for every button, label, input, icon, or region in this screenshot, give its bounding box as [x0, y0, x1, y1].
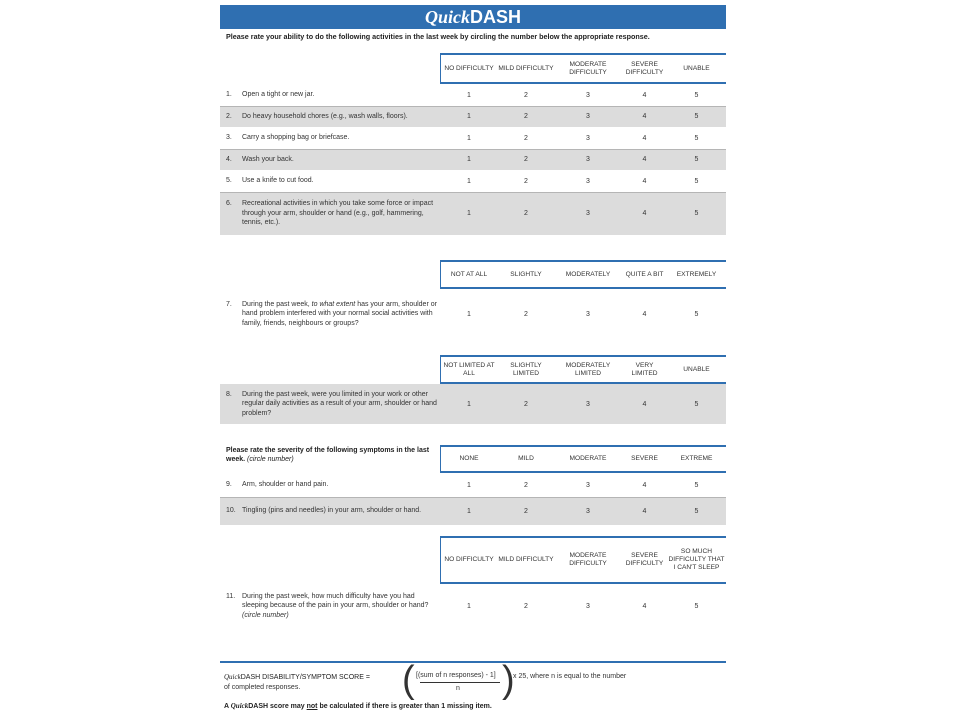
response-2[interactable]: 2 — [524, 134, 528, 142]
missing-item-note — [224, 702, 492, 710]
question-row — [220, 588, 726, 624]
question-row — [220, 384, 726, 424]
response-1[interactable]: 1 — [467, 507, 471, 515]
response-5[interactable]: 5 — [694, 310, 699, 318]
question-number: 9. — [226, 481, 232, 489]
response-3[interactable]: 3 — [586, 507, 590, 515]
response-3[interactable]: 3 — [586, 602, 590, 610]
question-row — [220, 127, 726, 149]
question-row — [220, 474, 726, 496]
footer-pre: A — [224, 703, 231, 710]
response-2[interactable]: 2 — [524, 310, 528, 318]
question-text: Recreational activities in which you take some force or impact through your arm, shoulder or hand (e.g., golf, hammering, tennis, etc.). — [242, 200, 434, 227]
response-2[interactable]: 2 — [524, 156, 528, 163]
header-col: MILD DIFFICULTY — [498, 64, 554, 72]
question-number: 11. — [226, 592, 236, 600]
question-text-post: has your arm, shoulder or hand problem interfered with your normal social activities with family, friends, neighbours or groups? — [242, 300, 437, 327]
score-label — [224, 673, 370, 681]
header-col: VERY LIMITED — [631, 361, 658, 377]
header-col: MILD DIFFICULTY — [498, 556, 554, 563]
header-col: NONE — [459, 455, 479, 462]
response-3[interactable]: 3 — [586, 156, 590, 163]
response-2[interactable]: 2 — [524, 602, 528, 610]
response-2[interactable]: 2 — [524, 210, 528, 217]
response-1[interactable]: 1 — [467, 210, 471, 217]
response-3[interactable]: 3 — [586, 400, 590, 408]
response-1[interactable]: 1 — [467, 134, 471, 142]
response-2[interactable]: 2 — [524, 177, 528, 185]
left-paren: ( — [402, 659, 415, 701]
response-4[interactable]: 4 — [642, 310, 647, 318]
title-bar — [220, 5, 726, 29]
question-text-pre: During the past week, — [242, 300, 312, 308]
score-label-prefix: Quick — [224, 673, 241, 681]
response-5[interactable]: 5 — [694, 481, 699, 489]
response-1[interactable]: 1 — [467, 91, 471, 99]
title-main: DASH — [469, 7, 521, 27]
footer-post: be calculated if there is greater than 1 missing item. — [317, 703, 492, 710]
header-col: NO DIFFICULTY — [444, 64, 494, 72]
response-3[interactable]: 3 — [586, 481, 590, 489]
header-col: SEVERE DIFFICULTY — [625, 60, 664, 76]
question-text: During the past week, were you limited in your work or other regular daily activities as a result of your arm, shoulder or hand problem? — [242, 390, 437, 417]
response-5[interactable]: 5 — [694, 177, 699, 185]
response-scale[interactable] — [440, 603, 726, 610]
question-number: 5. — [226, 177, 232, 185]
instruction-text: Please rate your ability to do the following activities in the last week by circling the number below the appropriate response. — [226, 32, 650, 41]
response-5[interactable]: 5 — [694, 91, 699, 99]
header-col: UNABLE — [683, 64, 710, 72]
response-2[interactable]: 2 — [524, 481, 528, 489]
response-1[interactable]: 1 — [467, 400, 471, 408]
question-text-em: to what extent — [311, 300, 356, 308]
header-divider — [440, 53, 441, 84]
header-col: SEVERE — [631, 455, 658, 462]
section4-header — [440, 445, 726, 473]
footer-mid: DASH score may — [248, 703, 307, 710]
symptoms-lead: Please rate the severity of the following symptoms in the last week. — [226, 447, 430, 463]
footer-not: not — [306, 703, 318, 710]
questionnaire-page — [220, 0, 726, 720]
question-row — [220, 149, 726, 170]
section1-header — [440, 53, 726, 84]
response-4[interactable]: 4 — [642, 210, 647, 217]
response-scale[interactable] — [440, 92, 726, 99]
response-1[interactable]: 1 — [467, 602, 471, 610]
question-text-em: (circle number) — [242, 611, 289, 619]
formula-tail2: of completed responses. — [224, 684, 301, 691]
header-col: MODERATE — [569, 455, 607, 462]
row-divider — [220, 192, 726, 193]
header-divider — [440, 536, 441, 584]
question-text: Carry a shopping bag or briefcase. — [242, 134, 350, 142]
response-3[interactable]: 3 — [586, 113, 590, 120]
response-5[interactable]: 5 — [694, 134, 699, 142]
response-4[interactable]: 4 — [642, 400, 647, 408]
response-1[interactable]: 1 — [467, 113, 471, 120]
row-divider — [220, 106, 726, 107]
response-5[interactable]: 5 — [694, 400, 699, 408]
response-1[interactable]: 1 — [467, 156, 471, 163]
response-scale[interactable] — [440, 135, 726, 142]
question-number: 1. — [226, 91, 232, 99]
row-divider — [220, 497, 726, 498]
question-row — [220, 292, 726, 336]
response-4[interactable]: 4 — [642, 602, 647, 610]
title-prefix: Quick — [424, 7, 470, 27]
formula-divider — [220, 661, 726, 663]
question-text: Do heavy household chores (e.g., wash walls, floors). — [242, 112, 408, 120]
question-text: Arm, shoulder or hand pain. — [242, 481, 329, 489]
response-2[interactable]: 2 — [524, 113, 528, 120]
question-number: 2. — [226, 112, 232, 120]
row-divider — [220, 149, 726, 150]
symptoms-instruction — [226, 446, 436, 464]
fraction-bar — [420, 682, 500, 683]
header-divider — [440, 355, 441, 384]
section2-header — [440, 260, 726, 289]
question-number: 10. — [226, 507, 236, 515]
formula-tail: x 25, where n is equal to the number — [513, 673, 627, 680]
question-row — [220, 84, 726, 106]
question-row — [220, 106, 726, 127]
footer-em: Quick — [230, 702, 249, 710]
question-text: Use a knife to cut food. — [242, 177, 314, 185]
question-row — [220, 497, 726, 525]
header-col: MODERATE DIFFICULTY — [569, 552, 607, 567]
response-4[interactable]: 4 — [642, 91, 647, 99]
question-number: 8. — [226, 390, 232, 398]
formula-numerator: [(sum of n responses) - 1] — [416, 672, 496, 679]
score-label-main: DASH DISABILITY/SYMPTOM SCORE = — [240, 674, 370, 681]
header-col: QUITE A BIT — [625, 270, 664, 278]
header-col: EXTREMELY — [676, 270, 717, 278]
header-col: UNABLE — [683, 365, 710, 373]
response-scale[interactable] — [440, 401, 726, 408]
response-3[interactable]: 3 — [586, 134, 590, 142]
question-text: Wash your back. — [242, 155, 294, 163]
header-col: MODERATELY LIMITED — [565, 361, 611, 377]
response-5[interactable]: 5 — [694, 113, 699, 120]
header-col: SO MUCH DIFFICULTY THAT I CAN'T SLEEP — [668, 548, 725, 571]
response-1[interactable]: 1 — [467, 177, 471, 185]
response-4[interactable]: 4 — [642, 177, 647, 185]
response-scale[interactable] — [440, 508, 726, 515]
formula-denominator: n — [456, 685, 460, 692]
response-scale[interactable] — [440, 178, 726, 185]
response-5[interactable]: 5 — [694, 602, 699, 610]
header-col: EXTREME — [680, 455, 713, 462]
header-col: MILD — [518, 455, 534, 462]
response-5[interactable]: 5 — [694, 156, 699, 163]
response-2[interactable]: 2 — [524, 91, 528, 99]
response-scale[interactable] — [440, 311, 726, 318]
response-2[interactable]: 2 — [524, 507, 528, 515]
response-3[interactable]: 3 — [586, 310, 590, 318]
right-paren: ) — [502, 659, 515, 701]
question-number: 3. — [226, 134, 232, 142]
header-col: SLIGHTLY LIMITED — [510, 361, 542, 377]
response-1[interactable]: 1 — [467, 481, 471, 489]
response-4[interactable]: 4 — [642, 134, 647, 142]
header-col: NOT LIMITED AT ALL — [443, 361, 495, 377]
question-text: Tingling (pins and needles) in your arm, shoulder or hand. — [242, 507, 422, 515]
response-4[interactable]: 4 — [642, 156, 647, 163]
response-5[interactable]: 5 — [694, 210, 699, 217]
response-scale[interactable] — [440, 156, 726, 163]
response-3[interactable]: 3 — [586, 91, 590, 99]
response-5[interactable]: 5 — [694, 507, 699, 515]
response-4[interactable]: 4 — [642, 507, 647, 515]
header-col: SLIGHTLY — [510, 270, 542, 278]
response-scale[interactable] — [440, 113, 726, 120]
symptoms-note: (circle number) — [247, 456, 294, 463]
header-divider — [440, 260, 441, 289]
question-text-pre: During the past week, how much difficulty have you had sleeping because of the pain in your arm, shoulder or hand? — [242, 592, 429, 610]
question-text: Open a tight or new jar. — [242, 91, 315, 99]
header-col: SEVERE DIFFICULTY — [625, 552, 664, 567]
response-scale[interactable] — [440, 482, 726, 489]
response-3[interactable]: 3 — [586, 210, 590, 217]
section5-header — [440, 536, 726, 584]
header-col: NOT AT ALL — [450, 270, 488, 278]
header-col: MODERATELY — [565, 270, 611, 278]
header-col: MODERATE DIFFICULTY — [569, 60, 607, 76]
response-2[interactable]: 2 — [524, 400, 528, 408]
header-divider — [440, 445, 441, 473]
response-scale[interactable] — [440, 210, 726, 217]
question-row — [220, 170, 726, 192]
response-3[interactable]: 3 — [586, 177, 590, 185]
response-4[interactable]: 4 — [642, 481, 647, 489]
response-1[interactable]: 1 — [467, 310, 471, 318]
question-number: 4. — [226, 155, 232, 163]
header-col: NO DIFFICULTY — [444, 556, 494, 563]
response-4[interactable]: 4 — [642, 113, 647, 120]
question-number: 7. — [226, 300, 232, 308]
question-number: 6. — [226, 200, 232, 208]
section3-header — [440, 355, 726, 384]
question-row — [220, 192, 726, 235]
